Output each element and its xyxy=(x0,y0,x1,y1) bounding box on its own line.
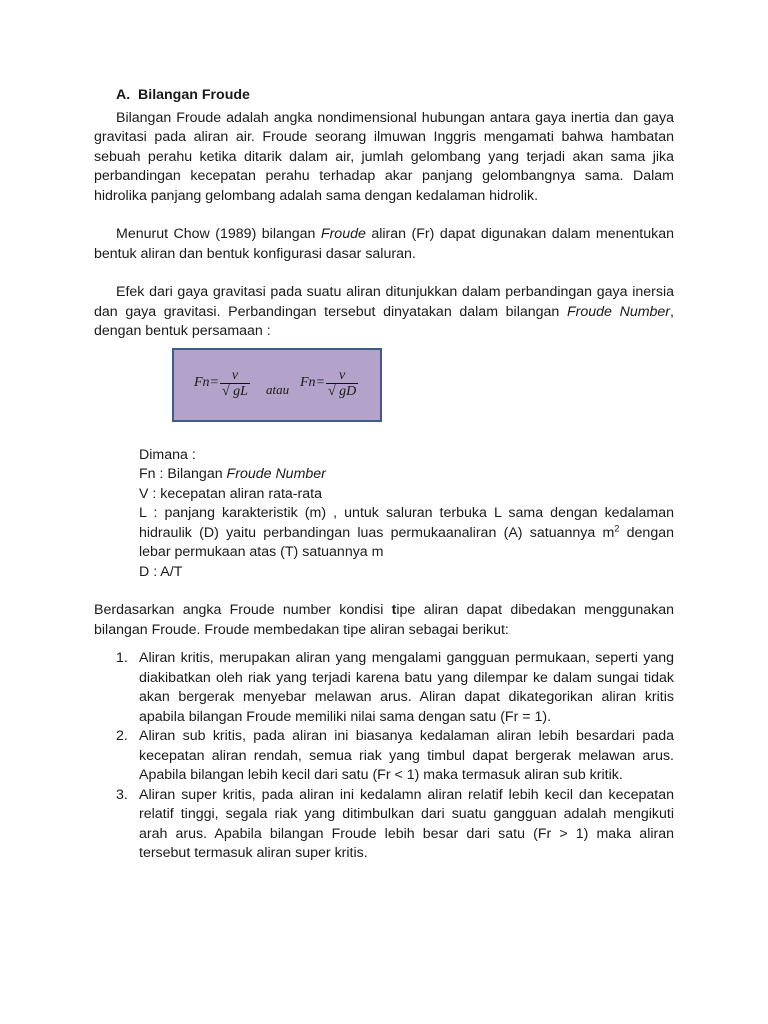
definition-fn xyxy=(139,465,674,485)
formula-denominator: √ gL xyxy=(222,383,248,399)
spacer xyxy=(94,206,674,225)
list-item xyxy=(94,727,674,786)
paragraph-types xyxy=(94,601,674,640)
flow-type-list xyxy=(94,649,674,864)
paragraph-gravity-text: Efek dari gaya gravitasi pada suatu aliran ditunjukkan dalam perbandingan gaya inersia dan gaya gravitasi. Perbandingan tersebut dinyatakan dalam bilangan xyxy=(94,284,674,320)
definition-v: V : kecepatan aliran rata-rata xyxy=(139,485,322,502)
list-text: Aliran sub kritis, pada aliran ini biasanya kedalaman aliran lebih besardari pada kecepatan aliran rendah, semua riak yang timbul dapat bergerak melawan arus. Apabila bilangan lebih kecil dari satu (Fr < 1) maka termasuk aliran sub kritik. xyxy=(139,728,674,783)
formula-connector: atau xyxy=(266,381,290,397)
formula-lhs: Fn= xyxy=(300,375,325,391)
section-title: Bilangan Froude xyxy=(138,87,250,103)
paragraph-types-bold: t xyxy=(391,602,397,618)
list-text: Aliran super kritis, pada aliran ini kedalamn aliran relatif lebih kecil dan kecepatan relatif tinggi, segala riak yang ditimbulkan dari suatu gangguan adalah mengikuti arah arus. Apabila bilangan Froude lebih besar dari satu (Fr > 1) maka aliran tersebut termasuk aliran super kritis. xyxy=(139,786,674,861)
formula-numerator: v xyxy=(339,367,346,383)
definition-l-text-end: dengan lebar permukaan atas (T) satuannya m xyxy=(139,524,674,560)
paragraph-types-text: Berdasarkan angka Froude number kondisi xyxy=(94,602,392,618)
formula-denominator: √ gD xyxy=(328,383,357,399)
spacer xyxy=(94,582,674,601)
formula-lhs: Fn= xyxy=(194,375,219,391)
definition-l xyxy=(139,504,674,563)
paragraph-intro: Bilangan Froude adalah angka nondimensional hubungan antara gaya inertia dan gaya gravitasi pada aliran air. Froude seorang ilmuwan Inggris mengamati bahwa hambatan sebuah perahu ketika ditarik dalam air, jumlah gelombang yang terjadi akan sama jika perbandingan kecepatan perahu terhadap akar panjang gelombangnya sama. Dalam hidrolika panjang gelombang adalah sama dengan kedalaman hidrolik. xyxy=(94,109,674,204)
definition-l-text: L : panjang karakteristik (m) , untuk saluran terbuka L sama dengan kedalaman hidraulik (D) yaitu perbandingan luas permukaanaliran (A) satuannya m xyxy=(139,505,674,541)
formula-gl xyxy=(194,368,250,399)
definitions-intro: Dimana : xyxy=(139,446,196,463)
formula-gd xyxy=(300,368,358,399)
formula-box xyxy=(172,348,382,422)
paragraph-chow xyxy=(94,225,674,264)
paragraph-types-text-end: ipe aliran dapat dibedakan menggunakan bilangan Froude. Froude membedakan tipe aliran sebagai berikut: xyxy=(94,602,674,638)
list-text: Aliran kritis, merupakan aliran yang mengalami gangguan permukaan, seperti yang diakibatkan oleh riak yang terjadi karena batu yang dilempar ke dalam sungai tidak akan bergerak menyebar melawan arus. Aliran dapat dikategorikan aliran kritis apabila bilangan Froude memiliki nilai sama dengan satu (Fr = 1). xyxy=(139,650,674,725)
paragraph-chow-text-end: aliran (Fr) dapat digunakan dalam menentukan bentuk aliran dan bentuk konfigurasi dasar saluran. xyxy=(94,226,674,262)
definition-fn-italic: Froude Number xyxy=(226,466,326,482)
list-number: 1. xyxy=(116,650,128,666)
paragraph-gravity xyxy=(94,283,674,342)
list-number: 2. xyxy=(116,728,128,744)
definition-l-superscript: 2 xyxy=(614,522,620,533)
definitions xyxy=(139,446,674,583)
definition-d: D : A/T xyxy=(139,563,183,580)
spacer xyxy=(94,264,674,283)
froude-number-italic: Froude Number xyxy=(566,303,671,320)
paragraph-gravity-text-end: , dengan bentuk persamaan : xyxy=(94,303,674,339)
paragraph-chow-text: Menurut Chow (1989) bilangan xyxy=(116,226,321,242)
list-item xyxy=(94,649,674,727)
list-number: 3. xyxy=(116,786,128,803)
formula-numerator: v xyxy=(231,367,239,383)
definition-fn-text: Fn : Bilangan xyxy=(139,466,227,482)
section-heading xyxy=(116,86,674,106)
formula-fraction xyxy=(220,368,250,399)
list-item xyxy=(94,786,674,864)
document-page xyxy=(94,86,674,864)
froude-italic: Froude xyxy=(320,226,366,242)
section-number: A. xyxy=(116,87,131,103)
formula-fraction xyxy=(326,368,358,399)
